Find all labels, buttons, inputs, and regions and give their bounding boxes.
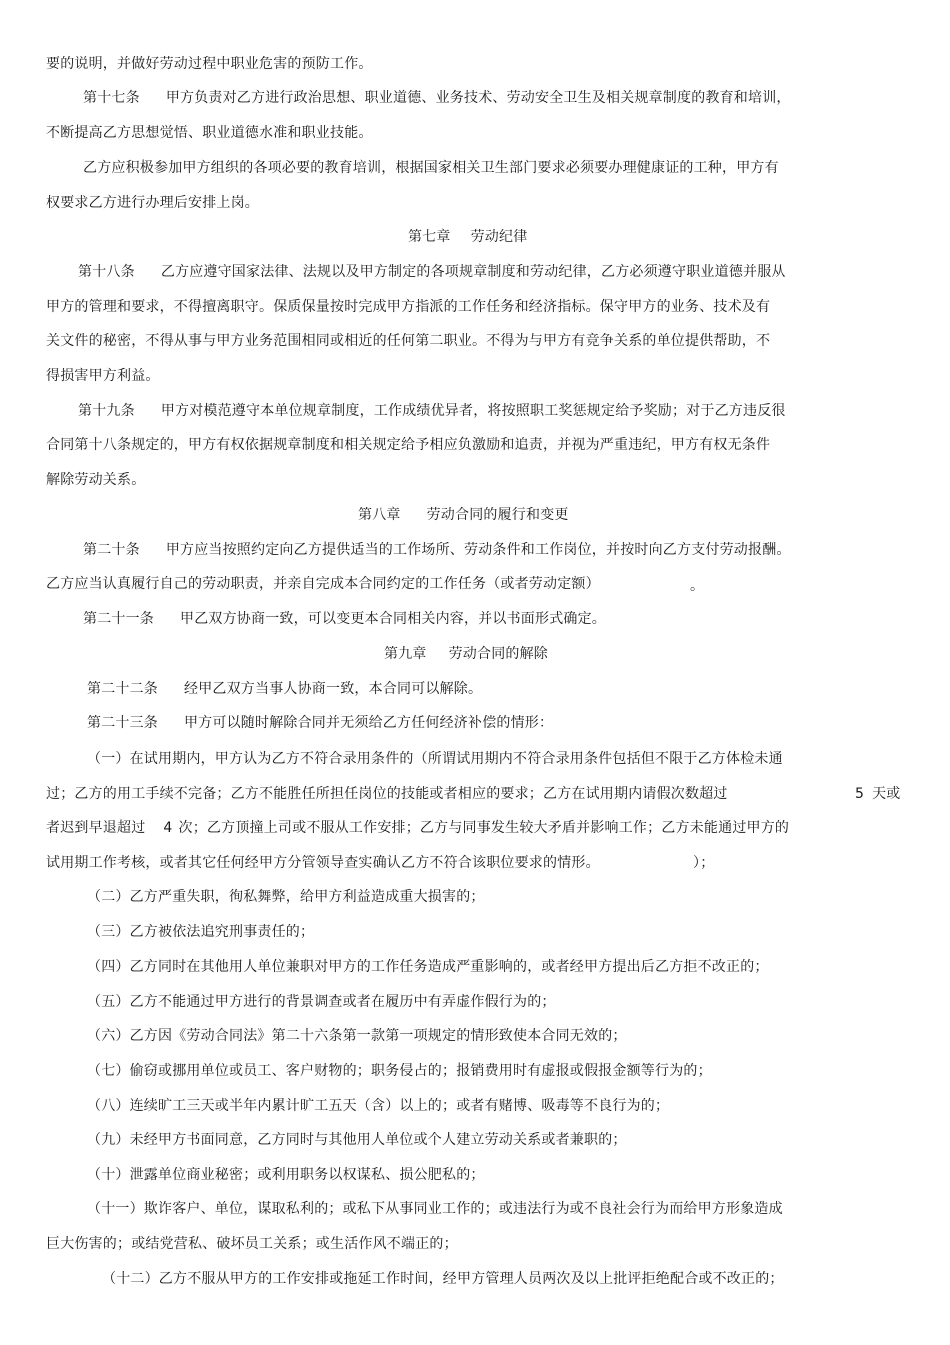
- article-number: 第十九条: [78, 403, 135, 419]
- article-text: 甲方应当按照约定向乙方提供适当的工作场所、劳动条件和工作岗位，并按时向乙方支付劳动报酬。: [165, 542, 791, 558]
- article-22: [87, 679, 482, 699]
- number-value: 5: [855, 786, 865, 802]
- list-item-11: （十一）欺诈客户、单位，谋取私利的；或私下从事同业工作的；或违法行为或不良社会行为而给甲方形象造成: [87, 1201, 783, 1217]
- article-number: 第二十二条: [87, 681, 158, 697]
- article-number: 第二十条: [83, 542, 140, 558]
- list-item-12: （十二）乙方不服从甲方的工作安排或拖延工作时间，经甲方管理人员两次及以上批评拒绝配合或不改正的；: [102, 1271, 784, 1287]
- list-item-1: （一）在试用期内，甲方认为乙方不符合录用条件的（所谓试用期内不符合录用条件包括但不限于乙方体检未通: [87, 751, 783, 767]
- article-18: [78, 262, 786, 282]
- paragraph-line: 不断提高乙方思想觉悟、职业道德水准和职业技能。: [46, 125, 373, 141]
- article-text: 甲乙双方协商一致，可以变更本合同相关内容，并以书面形式确定。: [180, 611, 606, 627]
- chapter-title: 劳动纪律: [470, 229, 528, 245]
- paragraph-text: 者迟到早退超过: [46, 820, 146, 836]
- chapter-number: 第八章: [358, 507, 401, 523]
- trial-leave-limit: [855, 784, 901, 804]
- number-value: 4: [163, 820, 173, 836]
- paragraph-line: 得损害甲方利益。: [46, 368, 160, 384]
- article-number: 第十七条: [83, 90, 140, 106]
- list-item-9: （九）未经甲方书面同意，乙方同时与其他用人单位或个人建立劳动关系或者兼职的；: [87, 1132, 627, 1148]
- article-20: [83, 540, 791, 560]
- paragraph-line: 过；乙方的用工手续不完备；乙方不能胜任所担任岗位的技能或者相应的要求；乙方在试用期内请假次数超过: [46, 786, 728, 802]
- paragraph-line: 关文件的秘密，不得从事与甲方业务范围相同或相近的任何第二职业。不得为与甲方有竞争关系的单位提供帮助，不: [46, 333, 771, 349]
- list-item-3: （三）乙方被依法追究刑事责任的；: [87, 924, 315, 940]
- paragraph-line: 权要求乙方进行办理后安排上岗。: [46, 195, 259, 211]
- paragraph-line: 乙方应积极参加甲方组织的各项必要的教育培训，根据国家相关卫生部门要求必须要办理健康证的工种，甲方有: [83, 160, 779, 176]
- paragraph-line: ）；: [693, 855, 715, 871]
- list-item-6: （六）乙方因《劳动合同法》第二十六条第一款第一项规定的情形致使本合同无效的；: [87, 1028, 627, 1044]
- paragraph-line: 巨大伤害的；或结党营私、破坏员工关系；或生活作风不端正的；: [46, 1236, 458, 1252]
- article-text: 乙方应遵守国家法律、法规以及甲方制定的各项规章制度和劳动纪律，乙方必须遵守职业道德并服从: [160, 264, 786, 280]
- list-item-4: （四）乙方同时在其他用人单位兼职对甲方的工作任务造成严重影响的，或者经甲方提出后乙方拒不改正的；: [87, 959, 769, 975]
- article-text: 甲方可以随时解除合同并无须给乙方任何经济补偿的情形：: [184, 715, 554, 731]
- article-21: [83, 609, 606, 629]
- article-23: [87, 713, 553, 733]
- paragraph-line: 解除劳动关系。: [46, 472, 146, 488]
- paragraph-line: 要的说明，并做好劳动过程中职业危害的预防工作。: [46, 56, 373, 72]
- chapter-number: 第七章: [408, 229, 451, 245]
- article-text: 甲方对模范遵守本单位规章制度，工作成绩优异者，将按照职工奖惩规定给予奖励；对于乙方违反很: [160, 403, 786, 419]
- chapter-7-heading: [408, 227, 527, 247]
- paragraph-line: 乙方应当认真履行自己的劳动职责，并亲自完成本合同约定的工作任务（或者劳动定额）: [46, 576, 600, 592]
- paragraph-text: 次；乙方顶撞上司或不服从工作安排；乙方与同事发生较大矛盾并影响工作；乙方未能通过甲方的: [178, 820, 790, 836]
- list-item-10: （十）泄露单位商业秘密；或利用职务以权谋私、损公肥私的；: [87, 1167, 485, 1183]
- article-number: 第十八条: [78, 264, 135, 280]
- article-text: 经甲乙双方当事人协商一致，本合同可以解除。: [184, 681, 483, 697]
- chapter-title: 劳动合同的解除: [448, 646, 549, 662]
- list-item-8: （八）连续旷工三天或半年内累计旷工五天（含）以上的；或者有赌博、吸毒等不良行为的；: [87, 1098, 670, 1114]
- chapter-8-heading: [358, 505, 569, 525]
- chapter-number: 第九章: [384, 646, 427, 662]
- article-19: [78, 401, 786, 421]
- list-item-5: （五）乙方不能通过甲方进行的背景调查或者在履历中有弄虚作假行为的；: [87, 994, 556, 1010]
- list-item-2: （二）乙方严重失职，徇私舞弊，给甲方利益造成重大损害的；: [87, 889, 485, 905]
- paragraph-line: 试用期工作考核，或者其它任何经甲方分管领导查实确认乙方不符合该职位要求的情形。: [46, 855, 600, 871]
- unit-text: 天或: [872, 786, 901, 802]
- article-number: 第二十一条: [83, 611, 154, 627]
- article-text: 甲方负责对乙方进行政治思想、职业道德、业务技术、劳动安全卫生及相关规章制度的教育和培训，: [165, 90, 791, 106]
- trial-late-limit: [46, 818, 789, 838]
- list-item-7: （七）偷窃或挪用单位或员工、客户财物的；职务侵占的；报销费用时有虚报或假报金额等行为的；: [87, 1063, 712, 1079]
- chapter-9-heading: [384, 644, 548, 664]
- article-17: [83, 88, 791, 108]
- paragraph-line: 甲方的管理和要求，不得擅离职守。保质保量按时完成甲方指派的工作任务和经济指标。保守甲方的业务、技术及有: [46, 299, 771, 315]
- paragraph-line: 合同第十八条规定的，甲方有权依据规章制度和相关规定给予相应负激励和追责，并视为严重违纪，甲方有权无条件: [46, 437, 771, 453]
- paragraph-line: 。: [690, 578, 705, 594]
- article-number: 第二十三条: [87, 715, 158, 731]
- chapter-title: 劳动合同的履行和变更: [426, 507, 569, 523]
